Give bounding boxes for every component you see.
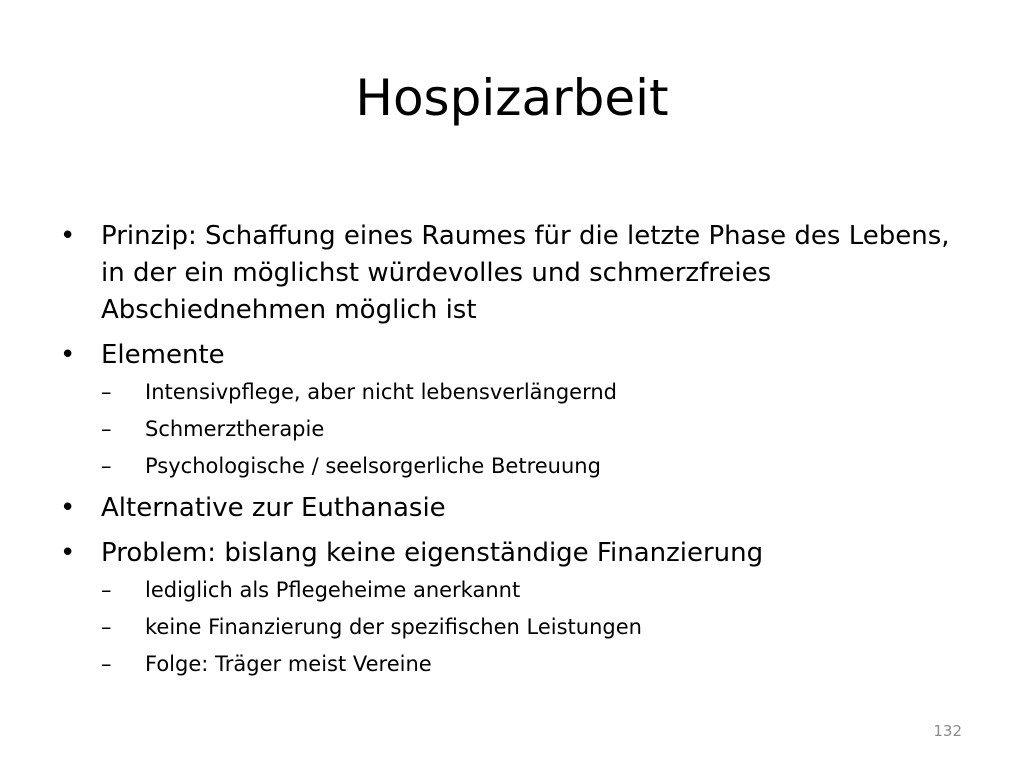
bullet-list bbox=[60, 218, 960, 688]
dash-icon: – bbox=[101, 380, 112, 404]
bullet-icon: • bbox=[60, 538, 76, 568]
dash-icon: – bbox=[101, 417, 112, 441]
dash-icon: – bbox=[101, 652, 112, 676]
bullet-text: Prinzip: Schaffung eines Raumes für die letzte Phase des Lebens, in der ein möglichst würdevolles und schmerzfreies Abschiednehmen möglich ist bbox=[101, 221, 950, 325]
sub-item bbox=[101, 451, 960, 482]
page-number: 132 bbox=[933, 722, 962, 740]
bullet-item-elemente bbox=[60, 337, 960, 482]
sub-item-text: Schmerztherapie bbox=[145, 417, 325, 441]
bullet-icon: • bbox=[60, 493, 76, 523]
sub-item-text: keine Finanzierung der spezifischen Leistungen bbox=[145, 615, 642, 639]
sub-item-text: Psychologische / seelsorgerliche Betreuung bbox=[145, 454, 601, 478]
sub-item bbox=[101, 377, 960, 408]
slide-title: Hospizarbeit bbox=[355, 69, 669, 127]
dash-icon: – bbox=[101, 454, 112, 478]
dash-icon: – bbox=[101, 578, 112, 602]
sub-item bbox=[101, 575, 960, 606]
dash-icon: – bbox=[101, 615, 112, 639]
sub-item bbox=[101, 612, 960, 643]
bullet-text: Alternative zur Euthanasie bbox=[101, 493, 446, 523]
sub-list-problem bbox=[101, 575, 960, 680]
sub-item bbox=[101, 414, 960, 445]
bullet-text: Elemente bbox=[101, 340, 225, 370]
sub-item-text: lediglich als Pflegeheime anerkannt bbox=[145, 578, 521, 602]
sub-item bbox=[101, 649, 960, 680]
bullet-icon: • bbox=[60, 340, 76, 370]
sub-list-elemente bbox=[101, 377, 960, 482]
bullet-text: Problem: bislang keine eigenständige Finanzierung bbox=[101, 538, 764, 568]
sub-item-text: Intensivpflege, aber nicht lebensverlängernd bbox=[145, 380, 617, 404]
bullet-item-alternative bbox=[60, 490, 960, 527]
bullet-icon: • bbox=[60, 221, 76, 251]
bullet-item-prinzip bbox=[60, 218, 960, 329]
sub-item-text: Folge: Träger meist Vereine bbox=[145, 652, 432, 676]
bullet-item-problem bbox=[60, 535, 960, 680]
